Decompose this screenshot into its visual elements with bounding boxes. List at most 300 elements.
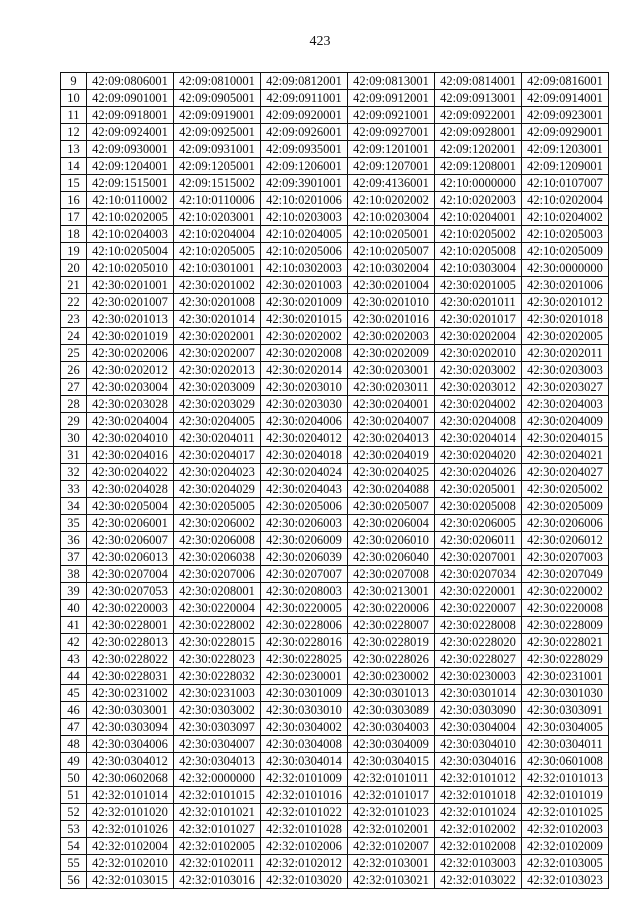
cadastral-code-cell: 42:09:1515001 (87, 175, 174, 192)
cadastral-code-cell: 42:30:0201019 (87, 328, 174, 345)
cadastral-code-cell: 42:30:0206039 (261, 549, 348, 566)
table-row (61, 90, 609, 107)
cadastral-code-cell: 42:30:0228001 (87, 617, 174, 634)
table-row (61, 515, 609, 532)
cadastral-code-cell: 42:30:0301013 (348, 685, 435, 702)
row-number-cell: 53 (61, 821, 87, 838)
cadastral-code-cell: 42:30:0202010 (435, 345, 522, 362)
table-row (61, 447, 609, 464)
cadastral-code-cell: 42:30:0201013 (87, 311, 174, 328)
cadastral-code-cell: 42:30:0228002 (174, 617, 261, 634)
cadastral-code-cell: 42:30:0201015 (261, 311, 348, 328)
cadastral-code-cell: 42:10:0204001 (435, 209, 522, 226)
row-number-cell: 56 (61, 872, 87, 889)
cadastral-code-cell: 42:09:3901001 (261, 175, 348, 192)
cadastral-code-cell: 42:30:0304015 (348, 753, 435, 770)
cadastral-code-cell: 42:30:0231001 (522, 668, 609, 685)
cadastral-code-cell: 42:32:0102005 (174, 838, 261, 855)
cadastral-code-cell: 42:10:0110002 (87, 192, 174, 209)
cadastral-code-cell: 42:30:0204021 (522, 447, 609, 464)
cadastral-code-cell: 42:30:0202009 (348, 345, 435, 362)
cadastral-code-cell: 42:30:0230003 (435, 668, 522, 685)
cadastral-code-cell: 42:30:0202008 (261, 345, 348, 362)
cadastral-code-cell: 42:30:0203010 (261, 379, 348, 396)
cadastral-code-cell: 42:32:0101014 (87, 787, 174, 804)
cadastral-code-cell: 42:32:0101021 (174, 804, 261, 821)
row-number-cell: 12 (61, 124, 87, 141)
cadastral-code-cell: 42:09:0905001 (174, 90, 261, 107)
cadastral-code-cell: 42:09:0810001 (174, 73, 261, 90)
cadastral-code-cell: 42:30:0601008 (522, 753, 609, 770)
cadastral-code-cell: 42:30:0204024 (261, 464, 348, 481)
cadastral-code-cell: 42:30:0220006 (348, 600, 435, 617)
cadastral-code-cell: 42:10:0205008 (435, 243, 522, 260)
cadastral-code-cell: 42:30:0202006 (87, 345, 174, 362)
cadastral-code-cell: 42:32:0103021 (348, 872, 435, 889)
table-row (61, 243, 609, 260)
cadastral-code-cell: 42:30:0303001 (87, 702, 174, 719)
cadastral-code-cell: 42:09:0812001 (261, 73, 348, 90)
cadastral-code-cell: 42:30:0203002 (435, 362, 522, 379)
row-number-cell: 38 (61, 566, 87, 583)
cadastral-code-cell: 42:09:1206001 (261, 158, 348, 175)
cadastral-code-cell: 42:10:0302003 (261, 260, 348, 277)
cadastral-code-cell: 42:30:0206010 (348, 532, 435, 549)
row-number-cell: 36 (61, 532, 87, 549)
row-number-cell: 26 (61, 362, 87, 379)
cadastral-code-cell: 42:30:0230001 (261, 668, 348, 685)
cadastral-code-cell: 42:30:0202013 (174, 362, 261, 379)
table-row (61, 379, 609, 396)
cadastral-code-cell: 42:30:0204010 (87, 430, 174, 447)
row-number-cell: 52 (61, 804, 87, 821)
table-row (61, 464, 609, 481)
cadastral-code-cell: 42:32:0101011 (348, 770, 435, 787)
table-row (61, 141, 609, 158)
cadastral-code-cell: 42:09:1205001 (174, 158, 261, 175)
cadastral-code-cell: 42:10:0205007 (348, 243, 435, 260)
cadastral-code-cell: 42:32:0102009 (522, 838, 609, 855)
table-row (61, 396, 609, 413)
cadastral-code-cell: 42:30:0228027 (435, 651, 522, 668)
cadastral-code-cell: 42:30:0206005 (435, 515, 522, 532)
cadastral-code-cell: 42:09:1209001 (522, 158, 609, 175)
cadastral-code-cell: 42:30:0204003 (522, 396, 609, 413)
cadastral-code-cell: 42:32:0101028 (261, 821, 348, 838)
cadastral-code-cell: 42:30:0228022 (87, 651, 174, 668)
cadastral-code-cell: 42:32:0101016 (261, 787, 348, 804)
row-number-cell: 40 (61, 600, 87, 617)
cadastral-code-cell: 42:32:0102001 (348, 821, 435, 838)
cadastral-code-cell: 42:10:0205006 (261, 243, 348, 260)
row-number-cell: 34 (61, 498, 87, 515)
cadastral-code-cell: 42:30:0201003 (261, 277, 348, 294)
cadastral-code-cell: 42:09:4136001 (348, 175, 435, 192)
cadastral-code-cell: 42:30:0304004 (435, 719, 522, 736)
cadastral-code-cell: 42:30:0204016 (87, 447, 174, 464)
cadastral-code-cell: 42:09:1201001 (348, 141, 435, 158)
cadastral-code-cell: 42:32:0102011 (174, 855, 261, 872)
cadastral-code-cell: 42:09:0929001 (522, 124, 609, 141)
row-number-cell: 42 (61, 634, 87, 651)
cadastral-code-cell: 42:30:0205005 (174, 498, 261, 515)
cadastral-code-cell: 42:30:0231002 (87, 685, 174, 702)
cadastral-code-cell: 42:09:0814001 (435, 73, 522, 90)
table-row (61, 532, 609, 549)
cadastral-code-cell: 42:30:0228021 (522, 634, 609, 651)
cadastral-code-cell: 42:32:0103023 (522, 872, 609, 889)
cadastral-code-cell: 42:30:0203003 (522, 362, 609, 379)
cadastral-code-cell: 42:30:0205001 (435, 481, 522, 498)
row-number-cell: 16 (61, 192, 87, 209)
cadastral-code-cell: 42:30:0301009 (261, 685, 348, 702)
cadastral-code-cell: 42:30:0228026 (348, 651, 435, 668)
cadastral-codes-table (60, 72, 609, 889)
table-row (61, 668, 609, 685)
cadastral-code-cell: 42:30:0228016 (261, 634, 348, 651)
cadastral-code-cell: 42:32:0102006 (261, 838, 348, 855)
table-row (61, 702, 609, 719)
table-row (61, 226, 609, 243)
table-row (61, 175, 609, 192)
cadastral-code-cell: 42:10:0204005 (261, 226, 348, 243)
cadastral-code-cell: 42:30:0203028 (87, 396, 174, 413)
cadastral-code-cell: 42:10:0301001 (174, 260, 261, 277)
cadastral-code-cell: 42:30:0220004 (174, 600, 261, 617)
cadastral-code-cell: 42:30:0204007 (348, 413, 435, 430)
cadastral-code-cell: 42:30:0204013 (348, 430, 435, 447)
cadastral-code-cell: 42:30:0204004 (87, 413, 174, 430)
cadastral-code-cell: 42:32:0103016 (174, 872, 261, 889)
table-row (61, 124, 609, 141)
cadastral-code-cell: 42:30:0204088 (348, 481, 435, 498)
cadastral-code-cell: 42:10:0205009 (522, 243, 609, 260)
cadastral-code-cell: 42:30:0304012 (87, 753, 174, 770)
cadastral-code-cell: 42:32:0101013 (522, 770, 609, 787)
row-number-cell: 39 (61, 583, 87, 600)
cadastral-code-cell: 42:10:0202003 (435, 192, 522, 209)
cadastral-code-cell: 42:30:0228019 (348, 634, 435, 651)
table-row (61, 821, 609, 838)
cadastral-code-cell: 42:30:0206004 (348, 515, 435, 532)
cadastral-code-cell: 42:30:0304005 (522, 719, 609, 736)
cadastral-code-cell: 42:30:0228023 (174, 651, 261, 668)
cadastral-code-cell: 42:30:0204012 (261, 430, 348, 447)
cadastral-code-cell: 42:30:0201010 (348, 294, 435, 311)
table-row (61, 277, 609, 294)
cadastral-code-cell: 42:30:0213001 (348, 583, 435, 600)
cadastral-code-cell: 42:09:0813001 (348, 73, 435, 90)
cadastral-code-cell: 42:10:0202002 (348, 192, 435, 209)
cadastral-code-cell: 42:32:0101017 (348, 787, 435, 804)
table-row (61, 651, 609, 668)
row-number-cell: 27 (61, 379, 87, 396)
cadastral-code-cell: 42:09:0927001 (348, 124, 435, 141)
cadastral-code-cell: 42:30:0228009 (522, 617, 609, 634)
table-row (61, 719, 609, 736)
row-number-cell: 41 (61, 617, 87, 634)
cadastral-code-cell: 42:30:0203011 (348, 379, 435, 396)
cadastral-code-cell: 42:30:0228013 (87, 634, 174, 651)
cadastral-code-cell: 42:09:1207001 (348, 158, 435, 175)
table-row (61, 260, 609, 277)
row-number-cell: 9 (61, 73, 87, 90)
cadastral-code-cell: 42:10:0205002 (435, 226, 522, 243)
cadastral-code-cell: 42:30:0304008 (261, 736, 348, 753)
table-row (61, 770, 609, 787)
cadastral-code-cell: 42:30:0228007 (348, 617, 435, 634)
row-number-cell: 24 (61, 328, 87, 345)
cadastral-code-cell: 42:32:0103001 (348, 855, 435, 872)
cadastral-code-cell: 42:30:0206038 (174, 549, 261, 566)
cadastral-code-cell: 42:30:0206040 (348, 549, 435, 566)
row-number-cell: 20 (61, 260, 87, 277)
table-row (61, 634, 609, 651)
cadastral-code-cell: 42:30:0304016 (435, 753, 522, 770)
cadastral-code-cell: 42:32:0101019 (522, 787, 609, 804)
cadastral-code-cell: 42:30:0303089 (348, 702, 435, 719)
cadastral-code-cell: 42:09:0806001 (87, 73, 174, 90)
cadastral-code-cell: 42:09:0912001 (348, 90, 435, 107)
table-body (61, 73, 609, 889)
cadastral-code-cell: 42:30:0205008 (435, 498, 522, 515)
cadastral-code-cell: 42:30:0202003 (348, 328, 435, 345)
cadastral-code-cell: 42:09:0928001 (435, 124, 522, 141)
table-row (61, 617, 609, 634)
cadastral-code-cell: 42:30:0304013 (174, 753, 261, 770)
cadastral-code-cell: 42:32:0101022 (261, 804, 348, 821)
cadastral-code-cell: 42:30:0205007 (348, 498, 435, 515)
cadastral-code-cell: 42:32:0101020 (87, 804, 174, 821)
cadastral-code-cell: 42:30:0205009 (522, 498, 609, 515)
cadastral-code-cell: 42:30:0206013 (87, 549, 174, 566)
row-number-cell: 14 (61, 158, 87, 175)
cadastral-code-cell: 42:30:0208001 (174, 583, 261, 600)
cadastral-code-cell: 42:30:0303097 (174, 719, 261, 736)
cadastral-code-cell: 42:30:0205006 (261, 498, 348, 515)
cadastral-code-cell: 42:30:0304003 (348, 719, 435, 736)
cadastral-code-cell: 42:10:0204003 (87, 226, 174, 243)
cadastral-code-cell: 42:30:0201008 (174, 294, 261, 311)
cadastral-code-cell: 42:30:0201004 (348, 277, 435, 294)
cadastral-code-cell: 42:09:1208001 (435, 158, 522, 175)
cadastral-code-cell: 42:30:0602068 (87, 770, 174, 787)
cadastral-code-cell: 42:30:0206009 (261, 532, 348, 549)
cadastral-code-cell: 42:32:0101018 (435, 787, 522, 804)
cadastral-code-cell: 42:30:0204008 (435, 413, 522, 430)
row-number-cell: 32 (61, 464, 87, 481)
table-row (61, 294, 609, 311)
row-number-cell: 23 (61, 311, 87, 328)
table-row (61, 430, 609, 447)
cadastral-code-cell: 42:10:0202004 (522, 192, 609, 209)
cadastral-code-cell: 42:10:0203004 (348, 209, 435, 226)
cadastral-code-cell: 42:30:0304009 (348, 736, 435, 753)
cadastral-code-cell: 42:30:0204001 (348, 396, 435, 413)
cadastral-code-cell: 42:09:0926001 (261, 124, 348, 141)
cadastral-code-cell: 42:30:0201007 (87, 294, 174, 311)
cadastral-code-cell: 42:30:0204029 (174, 481, 261, 498)
cadastral-code-cell: 42:30:0201018 (522, 311, 609, 328)
row-number-cell: 13 (61, 141, 87, 158)
cadastral-code-cell: 42:30:0204019 (348, 447, 435, 464)
cadastral-code-cell: 42:30:0207034 (435, 566, 522, 583)
row-number-cell: 25 (61, 345, 87, 362)
cadastral-code-cell: 42:09:0913001 (435, 90, 522, 107)
cadastral-code-cell: 42:30:0000000 (522, 260, 609, 277)
cadastral-code-cell: 42:32:0000000 (174, 770, 261, 787)
cadastral-code-cell: 42:30:0204009 (522, 413, 609, 430)
cadastral-code-cell: 42:32:0103022 (435, 872, 522, 889)
cadastral-code-cell: 42:30:0303090 (435, 702, 522, 719)
cadastral-code-cell: 42:30:0204006 (261, 413, 348, 430)
table-row (61, 73, 609, 90)
cadastral-code-cell: 42:30:0206008 (174, 532, 261, 549)
cadastral-code-cell: 42:30:0206002 (174, 515, 261, 532)
row-number-cell: 48 (61, 736, 87, 753)
cadastral-code-cell: 42:30:0202011 (522, 345, 609, 362)
cadastral-code-cell: 42:32:0101015 (174, 787, 261, 804)
cadastral-code-cell: 42:30:0207049 (522, 566, 609, 583)
cadastral-code-cell: 42:30:0220002 (522, 583, 609, 600)
table-row (61, 838, 609, 855)
table-row (61, 209, 609, 226)
row-number-cell: 33 (61, 481, 87, 498)
cadastral-code-cell: 42:30:0220007 (435, 600, 522, 617)
row-number-cell: 55 (61, 855, 87, 872)
cadastral-code-cell: 42:30:0203012 (435, 379, 522, 396)
cadastral-code-cell: 42:30:0201005 (435, 277, 522, 294)
cadastral-code-cell: 42:30:0207004 (87, 566, 174, 583)
table-row (61, 549, 609, 566)
row-number-cell: 49 (61, 753, 87, 770)
cadastral-code-cell: 42:30:0204022 (87, 464, 174, 481)
cadastral-code-cell: 42:09:0914001 (522, 90, 609, 107)
cadastral-code-cell: 42:30:0220003 (87, 600, 174, 617)
cadastral-code-cell: 42:30:0205004 (87, 498, 174, 515)
cadastral-code-cell: 42:10:0107007 (522, 175, 609, 192)
cadastral-code-cell: 42:30:0204005 (174, 413, 261, 430)
row-number-cell: 45 (61, 685, 87, 702)
cadastral-code-cell: 42:30:0205002 (522, 481, 609, 498)
cadastral-code-cell: 42:30:0231003 (174, 685, 261, 702)
cadastral-code-cell: 42:09:1515002 (174, 175, 261, 192)
cadastral-code-cell: 42:10:0202005 (87, 209, 174, 226)
cadastral-code-cell: 42:09:0924001 (87, 124, 174, 141)
cadastral-code-cell: 42:30:0206003 (261, 515, 348, 532)
cadastral-code-cell: 42:30:0202005 (522, 328, 609, 345)
cadastral-code-cell: 42:10:0205010 (87, 260, 174, 277)
cadastral-code-cell: 42:32:0101026 (87, 821, 174, 838)
cadastral-code-cell: 42:32:0101023 (348, 804, 435, 821)
row-number-cell: 21 (61, 277, 87, 294)
cadastral-code-cell: 42:30:0204011 (174, 430, 261, 447)
cadastral-code-cell: 42:30:0206001 (87, 515, 174, 532)
cadastral-code-cell: 42:30:0207003 (522, 549, 609, 566)
cadastral-code-cell: 42:30:0228029 (522, 651, 609, 668)
cadastral-code-cell: 42:30:0303002 (174, 702, 261, 719)
cadastral-code-cell: 42:09:0935001 (261, 141, 348, 158)
row-number-cell: 10 (61, 90, 87, 107)
cadastral-code-cell: 42:30:0228020 (435, 634, 522, 651)
cadastral-code-cell: 42:32:0102003 (522, 821, 609, 838)
cadastral-code-cell: 42:30:0207006 (174, 566, 261, 583)
row-number-cell: 28 (61, 396, 87, 413)
row-number-cell: 30 (61, 430, 87, 447)
table-row (61, 600, 609, 617)
cadastral-code-cell: 42:30:0204018 (261, 447, 348, 464)
row-number-cell: 35 (61, 515, 87, 532)
row-number-cell: 15 (61, 175, 87, 192)
cadastral-code-cell: 42:30:0220008 (522, 600, 609, 617)
cadastral-code-cell: 42:30:0203030 (261, 396, 348, 413)
cadastral-code-cell: 42:09:1202001 (435, 141, 522, 158)
cadastral-code-cell: 42:30:0203001 (348, 362, 435, 379)
cadastral-code-cell: 42:30:0202007 (174, 345, 261, 362)
cadastral-code-cell: 42:30:0206011 (435, 532, 522, 549)
table-row (61, 855, 609, 872)
table-row (61, 481, 609, 498)
cadastral-code-cell: 42:10:0203003 (261, 209, 348, 226)
cadastral-code-cell: 42:30:0230002 (348, 668, 435, 685)
cadastral-code-cell: 42:30:0208003 (261, 583, 348, 600)
cadastral-code-cell: 42:30:0228015 (174, 634, 261, 651)
table-row (61, 107, 609, 124)
cadastral-code-cell: 42:30:0207053 (87, 583, 174, 600)
row-number-cell: 37 (61, 549, 87, 566)
table-row (61, 566, 609, 583)
row-number-cell: 17 (61, 209, 87, 226)
cadastral-code-cell: 42:30:0228032 (174, 668, 261, 685)
cadastral-code-cell: 42:30:0303091 (522, 702, 609, 719)
cadastral-code-cell: 42:30:0301030 (522, 685, 609, 702)
cadastral-code-cell: 42:32:0102002 (435, 821, 522, 838)
cadastral-code-cell: 42:30:0304014 (261, 753, 348, 770)
cadastral-code-cell: 42:10:0203001 (174, 209, 261, 226)
cadastral-code-cell: 42:30:0304006 (87, 736, 174, 753)
cadastral-code-cell: 42:30:0204026 (435, 464, 522, 481)
cadastral-code-cell: 42:30:0207007 (261, 566, 348, 583)
cadastral-code-cell: 42:09:0816001 (522, 73, 609, 90)
cadastral-code-cell: 42:30:0203027 (522, 379, 609, 396)
cadastral-code-cell: 42:32:0103005 (522, 855, 609, 872)
cadastral-code-cell: 42:30:0201017 (435, 311, 522, 328)
cadastral-code-cell: 42:30:0204002 (435, 396, 522, 413)
cadastral-code-cell: 42:30:0204043 (261, 481, 348, 498)
table-row (61, 158, 609, 175)
cadastral-code-cell: 42:09:0920001 (261, 107, 348, 124)
cadastral-code-cell: 42:32:0102004 (87, 838, 174, 855)
row-number-cell: 50 (61, 770, 87, 787)
cadastral-code-cell: 42:30:0201014 (174, 311, 261, 328)
cadastral-code-cell: 42:30:0204025 (348, 464, 435, 481)
cadastral-code-cell: 42:10:0205001 (348, 226, 435, 243)
row-number-cell: 43 (61, 651, 87, 668)
cadastral-code-cell: 42:32:0102010 (87, 855, 174, 872)
row-number-cell: 18 (61, 226, 87, 243)
cadastral-code-cell: 42:30:0228025 (261, 651, 348, 668)
cadastral-code-cell: 42:32:0102008 (435, 838, 522, 855)
row-number-cell: 54 (61, 838, 87, 855)
cadastral-code-cell: 42:30:0303010 (261, 702, 348, 719)
page-number: 423 (309, 34, 331, 49)
cadastral-code-cell: 42:30:0204027 (522, 464, 609, 481)
cadastral-code-cell: 42:09:1203001 (522, 141, 609, 158)
cadastral-code-cell: 42:30:0202004 (435, 328, 522, 345)
cadastral-code-cell: 42:30:0304007 (174, 736, 261, 753)
cadastral-code-cell: 42:09:0901001 (87, 90, 174, 107)
table-row (61, 685, 609, 702)
